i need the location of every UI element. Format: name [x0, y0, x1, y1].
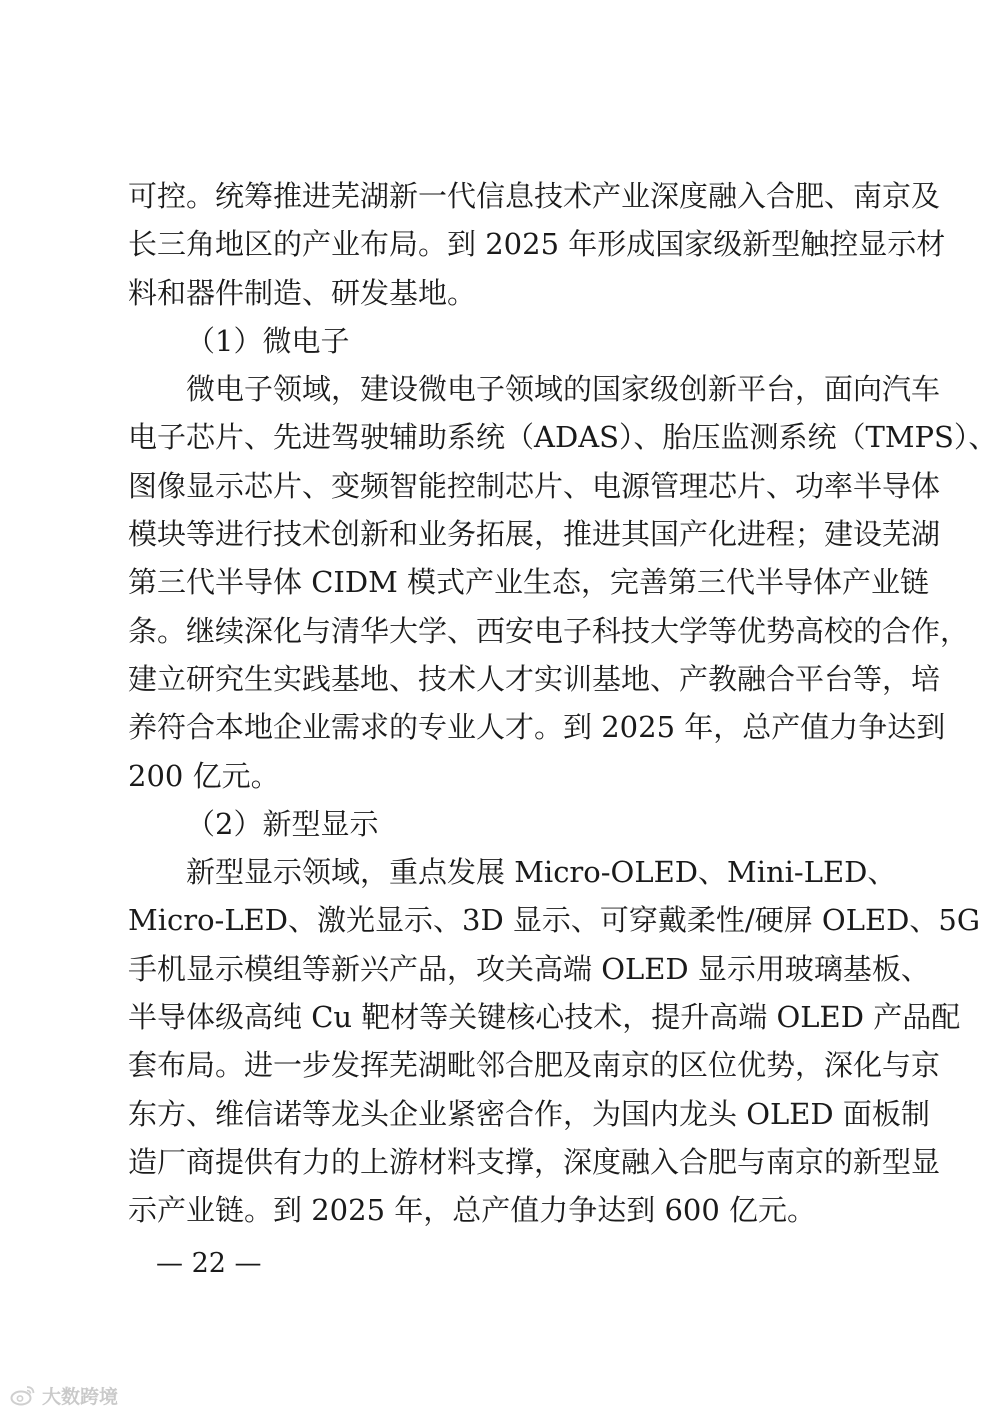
- text-line: 第三代半导体 CIDM 模式产业生态，完善第三代半导体产业链: [128, 565, 930, 600]
- text-line: 造厂商提供有力的上游材料支撑，深度融入合肥与南京的新型显: [128, 1144, 941, 1179]
- text-line: 套布局。进一步发挥芜湖毗邻合肥及南京的区位优势，深化与京: [128, 1048, 941, 1083]
- text-line: 条。继续深化与清华大学、西安电子科技大学等优势高校的合作，: [128, 613, 970, 648]
- text-line: 手机显示模组等新兴产品，攻关高端 OLED 显示用玻璃基板、: [128, 951, 930, 986]
- text-line: 200 亿元。: [128, 758, 280, 793]
- page-number: — 22 —: [156, 1248, 262, 1279]
- text-line: 新型显示领域，重点发展 Micro-OLED、Mini-LED、: [186, 855, 897, 890]
- text-line: 电子芯片、先进驾驶辅助系统（ADAS）、胎压监测系统（TMPS）、: [128, 420, 998, 455]
- text-line: 可控。统筹推进芜湖新一代信息技术产业深度融入合肥、南京及: [128, 179, 941, 213]
- text-line: 半导体级高纯 Cu 靶材等关键核心技术，提升高端 OLED 产品配: [128, 1000, 961, 1035]
- watermark: [10, 1380, 118, 1410]
- document-body: [128, 172, 998, 1235]
- text-line: 建立研究生实践基地、技术人才实训基地、产教融合平台等，培: [128, 661, 941, 696]
- text-line: 示产业链。到 2025 年，总产值力争达到 600 亿元。: [128, 1193, 817, 1228]
- text-line: 料和器件制造、研发基地。: [128, 275, 477, 310]
- text-line: 模块等进行技术创新和业务拓展，推进其国产化进程；建设芜湖: [128, 517, 941, 552]
- text-line: 东方、维信诺等龙头企业紧密合作，为国内龙头 OLED 面板制: [128, 1096, 930, 1131]
- section-heading-new-display: （2）新型显示: [186, 806, 379, 841]
- section-heading-microelectronics: （1）微电子: [186, 323, 350, 358]
- weibo-logo-icon: [10, 1384, 36, 1406]
- text-line: 微电子领域，建设微电子领域的国家级创新平台，面向汽车: [186, 372, 941, 407]
- text-line: 养符合本地企业需求的专业人才。到 2025 年，总产值力争达到: [128, 710, 946, 745]
- text-line: 长三角地区的产业布局。到 2025 年形成国家级新型触控显示材: [128, 227, 946, 262]
- text-line: 图像显示芯片、变频智能控制芯片、电源管理芯片、功率半导体: [128, 468, 941, 503]
- watermark-text: 大数跨境: [42, 1385, 119, 1408]
- text-line: Micro-LED、激光显示、3D 显示、可穿戴柔性/硬屏 OLED、5G: [128, 903, 980, 938]
